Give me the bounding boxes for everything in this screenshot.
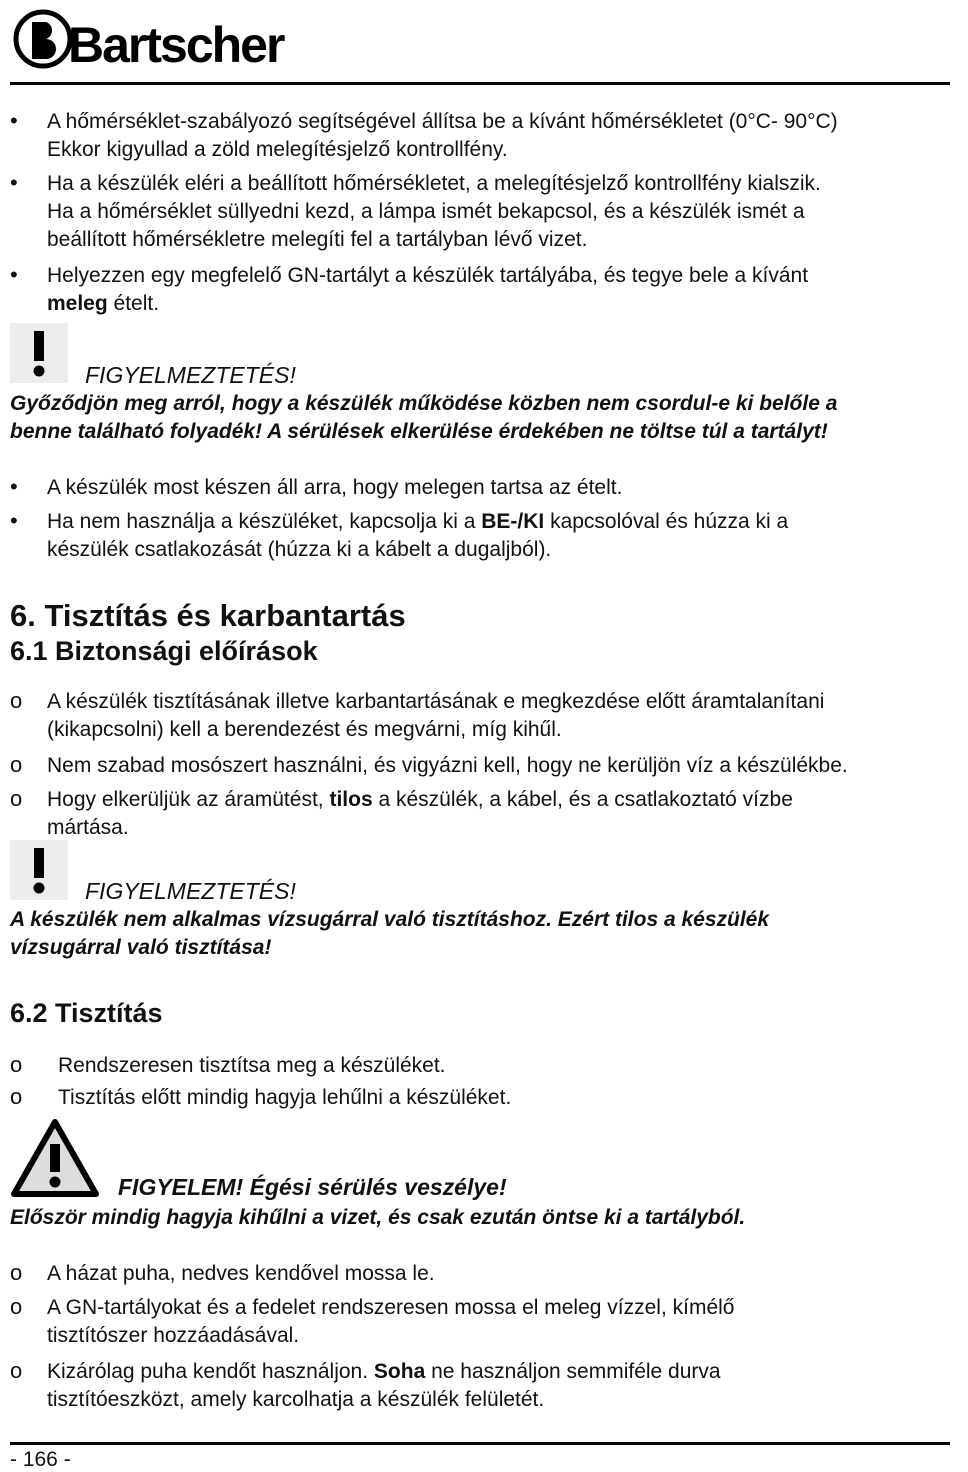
bold-word: meleg xyxy=(47,292,108,315)
list-item: Helyezzen egy megfelelő GN-tartályt a készülék tartályába, és tegye bele a kívánt xyxy=(47,264,809,287)
list-marker: o xyxy=(10,1260,23,1285)
bullet-dot: • xyxy=(10,508,18,533)
warning-title: FIGYELMEZTETÉS! xyxy=(85,878,296,904)
bullet-dot: • xyxy=(10,170,18,195)
logo-text: Bartscher xyxy=(68,17,284,73)
bartscher-logo xyxy=(10,2,284,77)
list-item-continued: tisztítóeszközt, amely karcolhatja a készülék felületét. xyxy=(47,1388,545,1411)
warning-text: A készülék nem alkalmas vízsugárral való tisztításhoz. Ezért tilos a készülék xyxy=(10,908,770,931)
list-marker: o xyxy=(10,752,23,777)
list-item xyxy=(47,508,957,536)
list-marker: o xyxy=(10,1084,23,1109)
list-item: A hőmérséklet-szabályozó segítségével állítsa be a kívánt hőmérsékletet (0°C- 90°C) xyxy=(47,110,838,133)
list-item: Nem szabad mosószert használni, és vigyázni kell, hogy ne kerüljön víz a készülékbe. xyxy=(47,754,848,777)
exclamation-icon xyxy=(10,323,68,383)
inline-text: a készülék, a kábel, és a csatlakoztató vízbe xyxy=(378,788,793,811)
inline-text: ne használjon semmiféle durva xyxy=(431,1360,721,1383)
list-marker: o xyxy=(10,688,23,713)
bold-word: BE-/KI xyxy=(481,510,545,533)
list-item-continued: (kikapcsolni) kell a berendezést és megvárni, míg kihűl. xyxy=(47,718,562,741)
list-item-continued: mártása. xyxy=(47,816,129,839)
list-marker: o xyxy=(10,1052,23,1077)
top-rule xyxy=(10,82,950,85)
bullet-dot: • xyxy=(10,262,18,287)
section-heading: 6. Tisztítás és karbantartás xyxy=(10,598,406,633)
bullet-dot: • xyxy=(10,108,18,133)
inline-text: kapcsolóval és húzza ki a xyxy=(550,510,789,533)
list-item-continued: tisztítószer hozzáadásával. xyxy=(47,1324,300,1347)
list-item xyxy=(47,786,957,814)
list-item-continued: Ekkor kigyullad a zöld melegítésjelző kontrollfény. xyxy=(47,138,508,161)
caution-text: Először mindig hagyja kihűlni a vizet, és csak ezután öntse ki a tartályból. xyxy=(10,1206,746,1229)
bullet-dot: • xyxy=(10,474,18,499)
list-item-continued xyxy=(47,290,957,318)
inline-text: Hogy elkerüljük az áramütést, xyxy=(47,788,324,811)
bold-word: tilos xyxy=(329,788,373,811)
list-item-continued: Ha a hőmérséklet süllyedni kezd, a lámpa ismét bekapcsol, és a készülék ismét a xyxy=(47,200,805,223)
inline-text: Kizárólag puha kendőt használjon. xyxy=(47,1360,369,1383)
list-item: A készülék most készen áll arra, hogy melegen tartsa az ételt. xyxy=(47,476,623,499)
list-item xyxy=(47,1358,957,1386)
list-item: Rendszeresen tisztítsa meg a készüléket. xyxy=(58,1054,446,1077)
exclamation-icon xyxy=(10,840,68,900)
page-number: - 166 - xyxy=(10,1448,71,1471)
caution-title: FIGYELEM! Égési sérülés veszélye! xyxy=(118,1174,507,1200)
warning-triangle-icon xyxy=(10,1118,100,1203)
list-item: Tisztítás előtt mindig hagyja lehűlni a készüléket. xyxy=(58,1086,512,1109)
list-item: A házat puha, nedves kendővel mossa le. xyxy=(47,1262,435,1285)
list-item: Ha a készülék eléri a beállított hőmérsékletet, a melegítésjelző kontrollfény kialszik. xyxy=(47,172,821,195)
warning-title: FIGYELMEZTETÉS! xyxy=(85,362,296,388)
list-item-continued: beállított hőmérsékletre melegíti fel a tartályban lévő vizet. xyxy=(47,228,588,251)
list-marker: o xyxy=(10,1294,23,1319)
list-item: A készülék tisztításának illetve karbantartásának e megkezdése előtt áramtalanítani xyxy=(47,690,825,713)
warning-text: benne található folyadék! A sérülések elkerülése érdekében ne töltse túl a tartályt! xyxy=(10,420,828,443)
subsection-heading: 6.1 Biztonsági előírások xyxy=(10,636,318,666)
warning-text: vízsugárral való tisztítása! xyxy=(10,936,272,959)
list-marker: o xyxy=(10,1358,23,1383)
warning-text: Győződjön meg arról, hogy a készülék működése közben nem csordul-e ki belőle a xyxy=(10,392,838,415)
bold-word: Soha xyxy=(373,1360,426,1383)
inline-text: ételt. xyxy=(113,292,160,315)
list-item-continued: készülék csatlakozását (húzza ki a kábelt a dugaljból). xyxy=(47,538,552,561)
subsection-heading: 6.2 Tisztítás xyxy=(10,998,163,1028)
list-marker: o xyxy=(10,786,23,811)
bottom-rule xyxy=(10,1442,950,1445)
inline-text: Ha nem használja a készüléket, kapcsolja ki a xyxy=(47,510,476,533)
list-item: A GN-tartályokat és a fedelet rendszeresen mossa el meleg vízzel, kímélő xyxy=(47,1296,735,1319)
